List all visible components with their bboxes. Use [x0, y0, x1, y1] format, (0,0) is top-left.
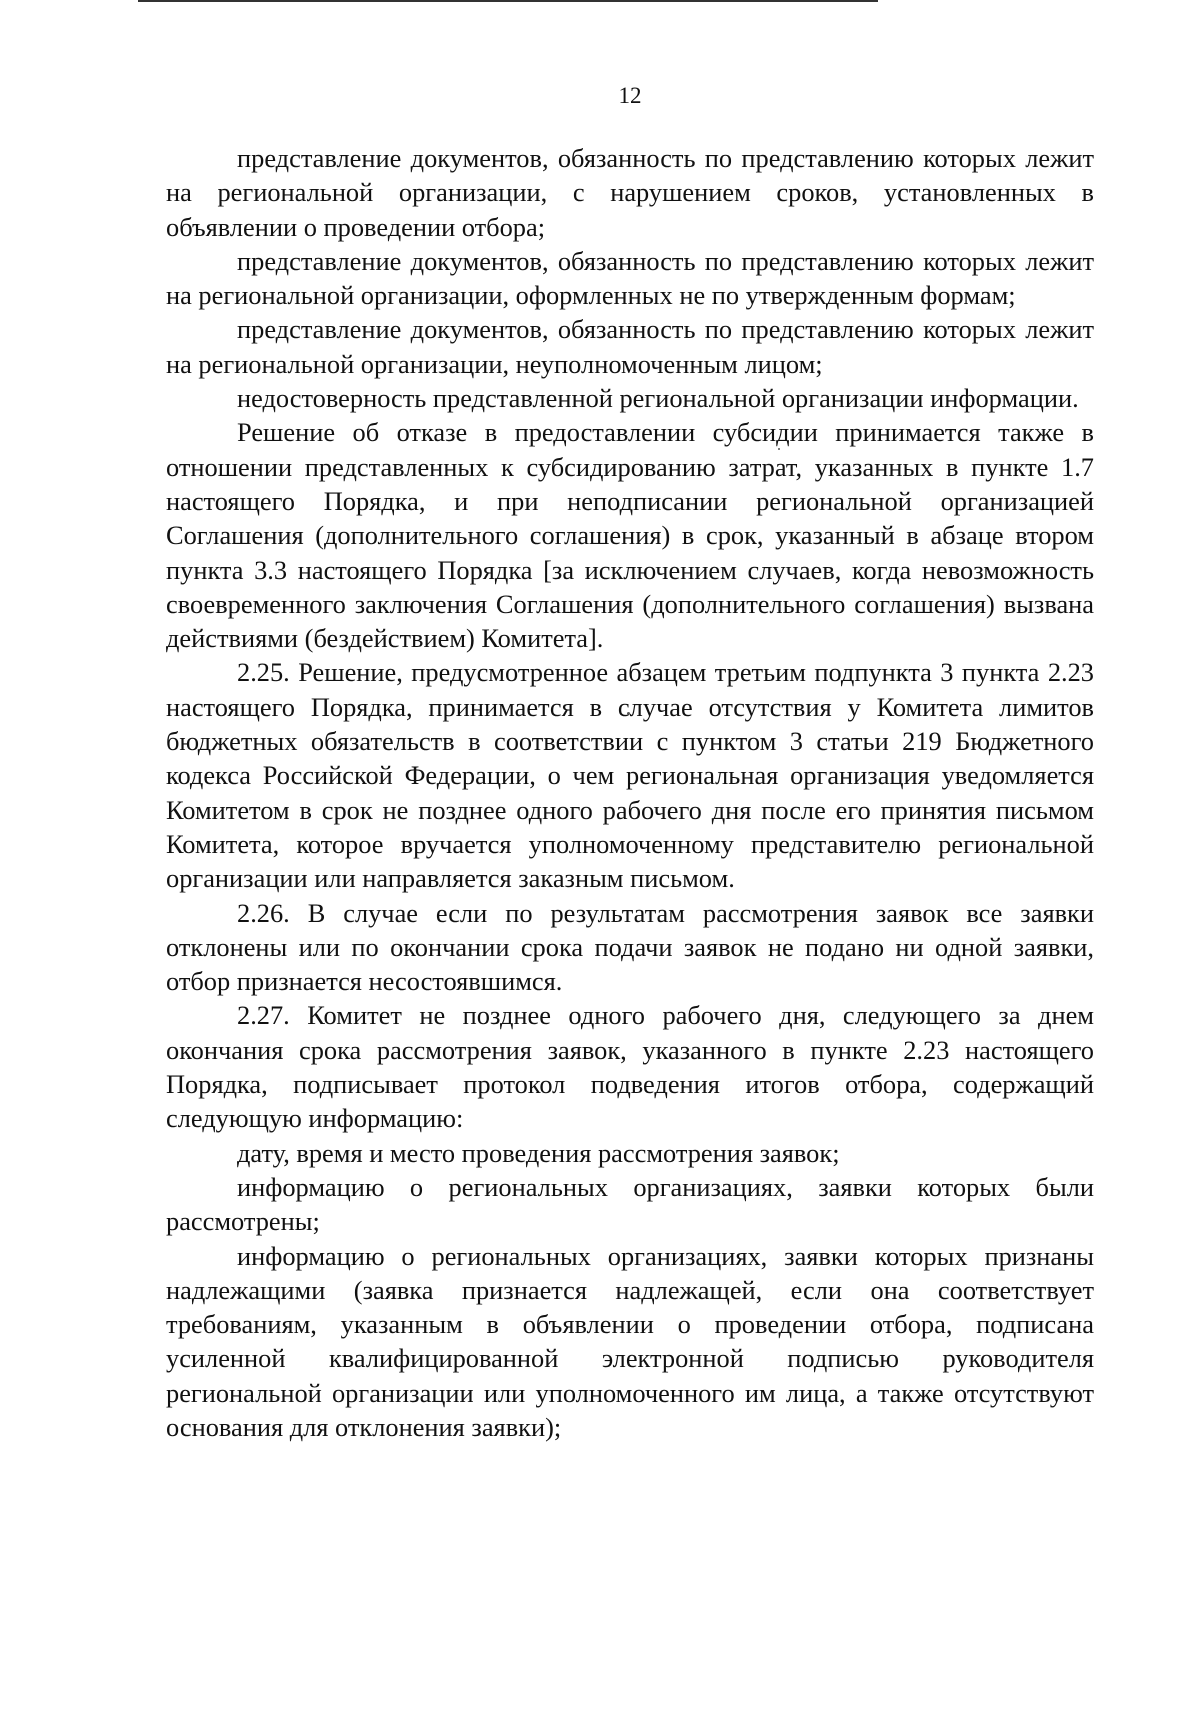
- paragraph: информацию о региональных организациях, заявки которых признаны надлежащими (заявка признается надлежащей, если она соответствует требованиям, указанным в объявлении о проведении отбора, подписана усиленной квалифицированной электронной подписью руководителя региональной организации или уполномоченного им лица, а также отсутствуют основания для отклонения заявки);: [166, 1240, 1094, 1442]
- paragraph: дату, время и место проведения рассмотрения заявок;: [237, 1137, 840, 1168]
- paragraph: недостоверность представленной региональной организации информации.: [237, 383, 1079, 414]
- paragraph-2-27: 2.27. Комитет не позднее одного рабочего дня, следующего за днем окончания срока рассмотрения заявок, указанного в пункте 2.23 настоящего Порядка, подписывает протокол подведения итогов отбора, содержащий следующую информацию:: [166, 1000, 1094, 1134]
- paragraph: представление документов, обязанность по представлению которых лежит на региональной организации, неуполномоченным лицом;: [166, 314, 1094, 379]
- paragraph: представление документов, обязанность по представлению которых лежит на региональной организации, с нарушением сроков, установленных в объявлении о проведении отбора;: [166, 143, 1094, 242]
- paragraph-2-26: 2.26. В случае если по результатам рассмотрения заявок все заявки отклонены или по окончании срока подачи заявок не подано ни одной заявки, отбор признается несостоявшимся.: [166, 897, 1094, 997]
- document-body: [166, 141, 1094, 1444]
- paragraph-2-25: 2.25. Решение, предусмотренное абзацем третьим подпункта 3 пункта 2.23 настоящего Порядка, принимается в случае отсутствия у Комитета лимитов бюджетных обязательств в соответствии с пунктом 3 статьи 219 Бюджетного кодекса Российской Федерации, о чем региональная организация уведомляется Комитетом в срок не позднее одного рабочего дня после его принятия письмом Комитета, которое вручается уполномоченному представителю региональной организации или направляется заказным письмом.: [166, 657, 1094, 894]
- page-number: 12: [618, 83, 642, 108]
- scan-top-edge: [138, 0, 878, 2]
- paragraph: Решение об отказе в предоставлении субсидии принимается также в отношении представленных к субсидированию затрат, указанных в пункте 1.7 настоящего Порядка, и при неподписании региональной организацией Соглашения (дополнительного соглашения) в срок, указанный в абзаце втором пункта 3.3 настоящего Порядка [за исключением случаев, когда невозможность своевременного заключения Соглашения (дополнительного соглашения) вызвана действиями (бездействием) Комитета].: [166, 417, 1094, 654]
- paragraph: информацию о региональных организациях, заявки которых были рассмотрены;: [166, 1171, 1094, 1237]
- paragraph: представление документов, обязанность по представлению которых лежит на региональной организации, оформленных не по утвержденным формам;: [166, 245, 1094, 311]
